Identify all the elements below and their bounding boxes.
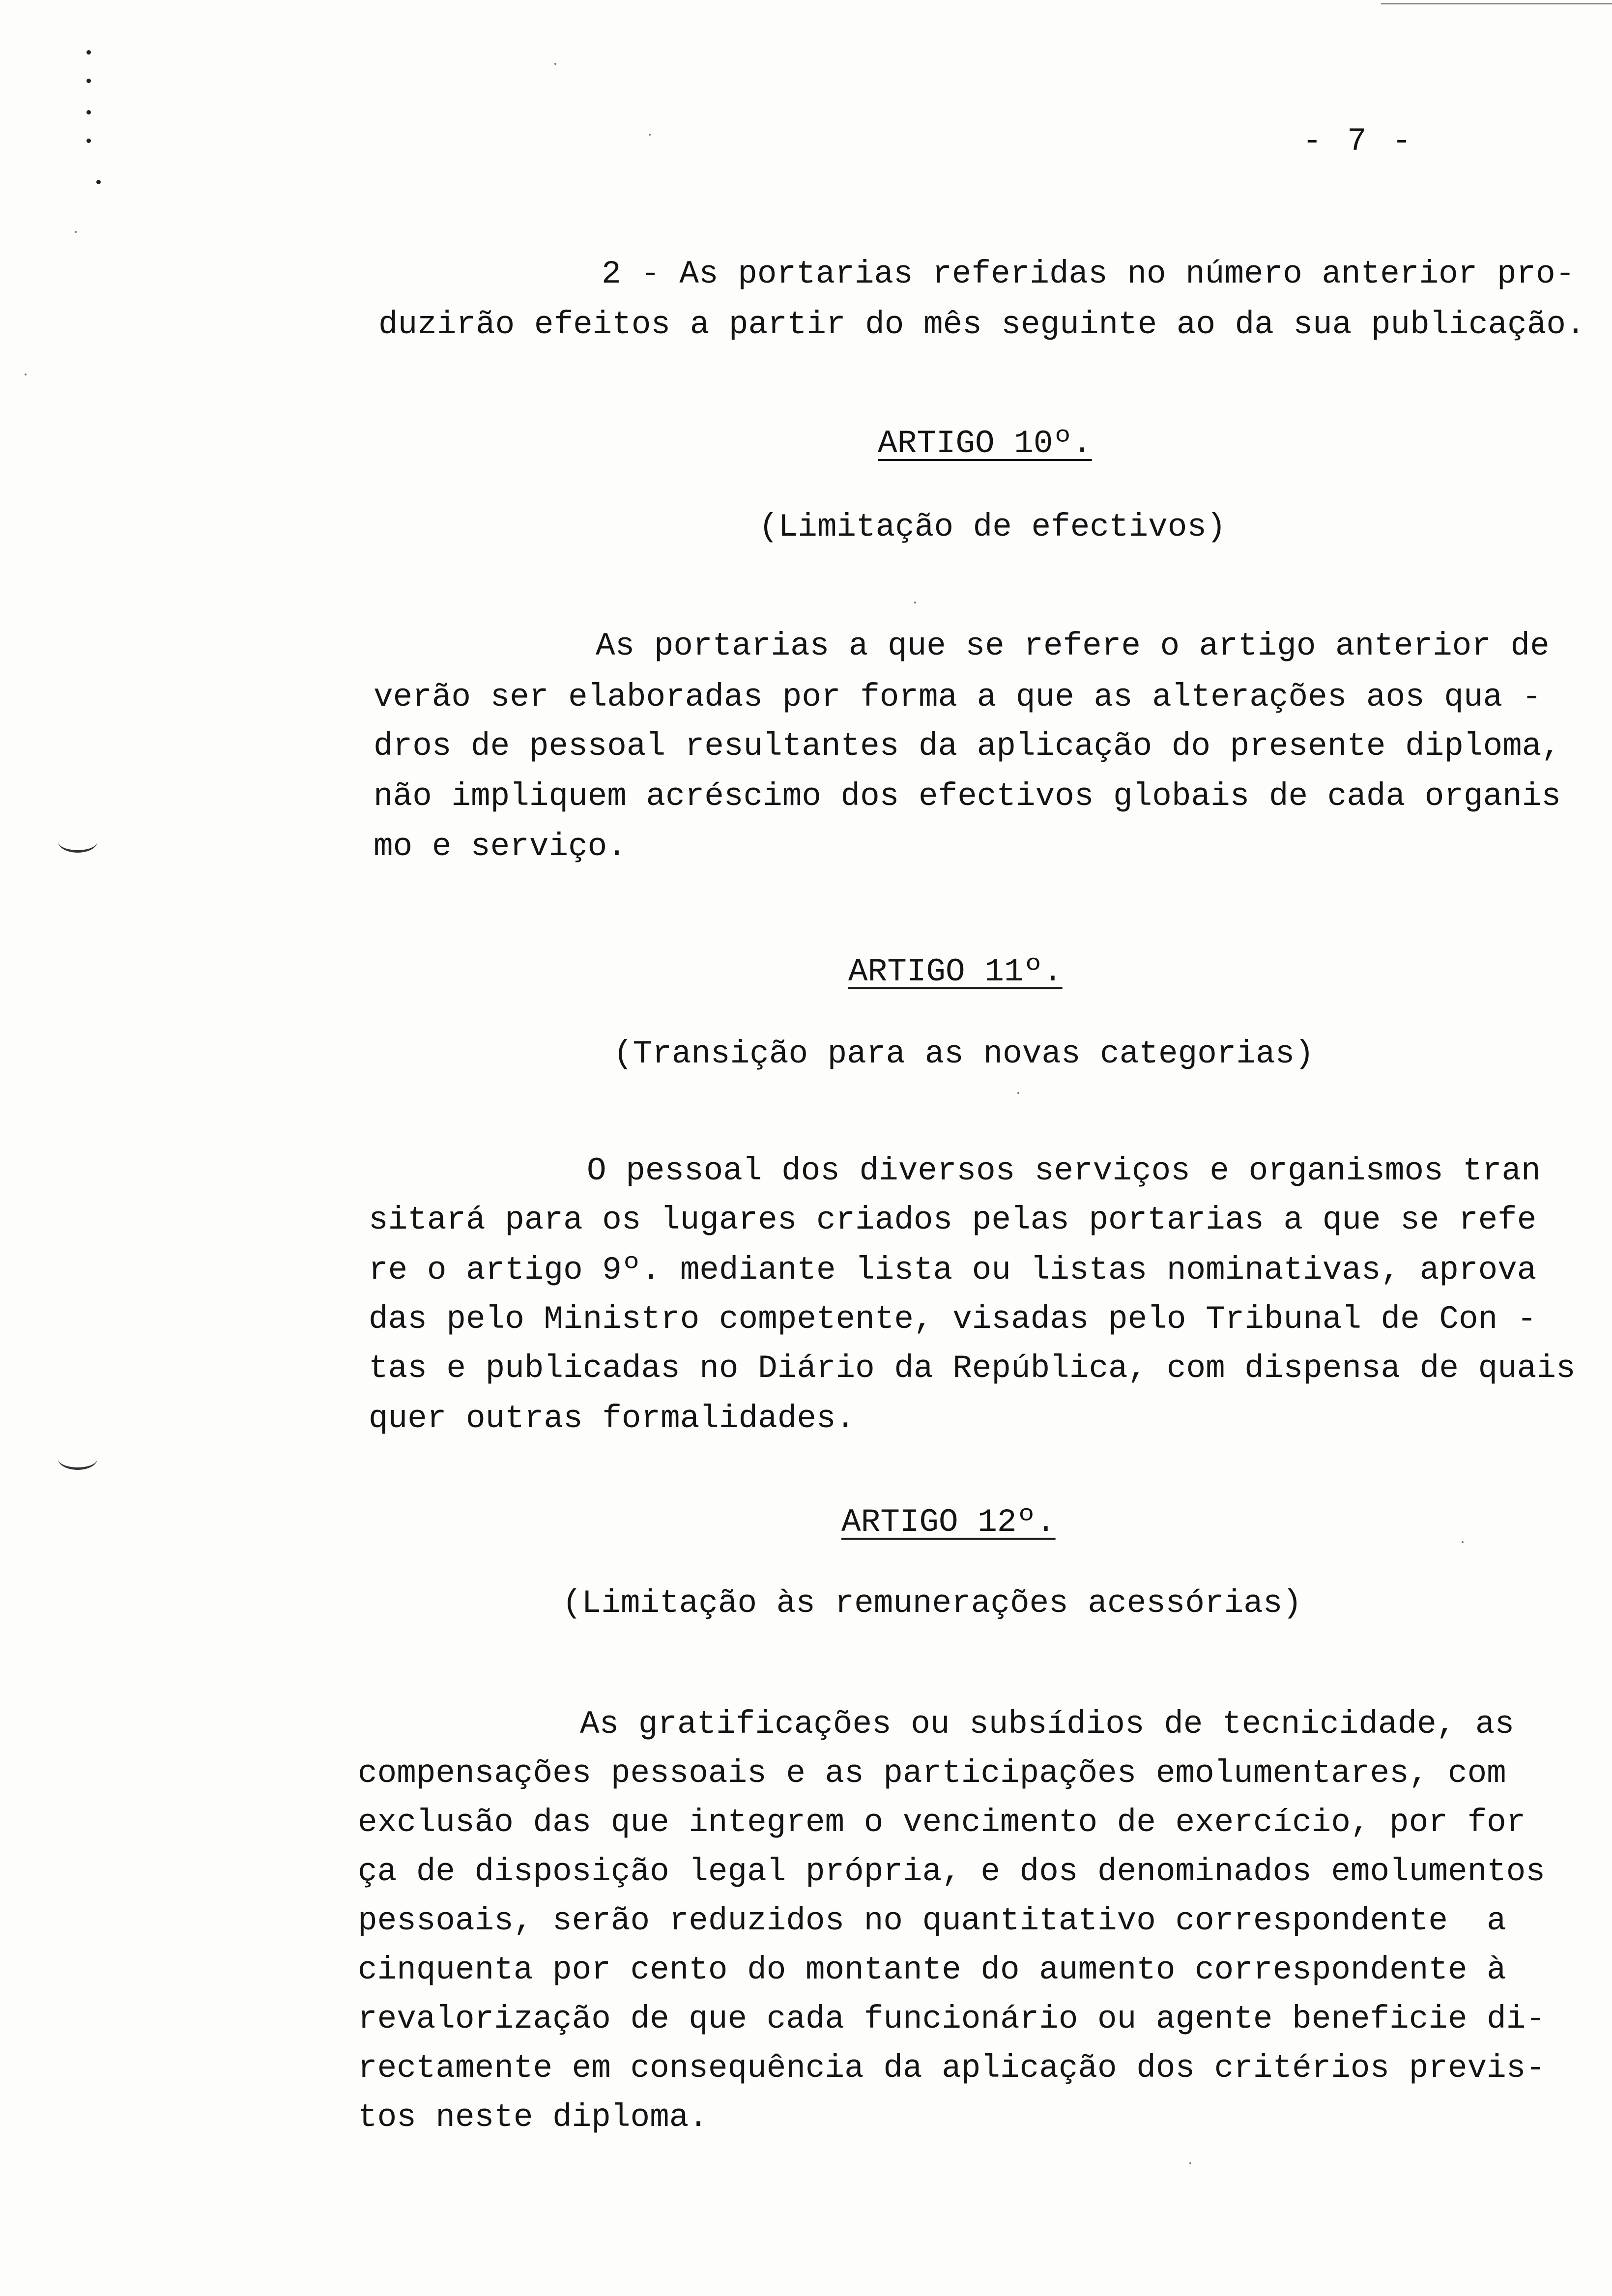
page-speck <box>914 602 916 603</box>
body-line: tos neste diploma. <box>358 2099 708 2136</box>
body-line: 2 - As portarias referidas no número anterior pro- <box>602 256 1575 292</box>
page-speck <box>1017 1092 1019 1094</box>
body-line: As portarias a que se refere o artigo anterior de <box>596 628 1550 664</box>
body-line: dros de pessoal resultantes da aplicação do presente diploma, <box>374 728 1561 765</box>
page-speck <box>649 134 651 136</box>
body-line: revalorização de que cada funcionário ou agente beneficie di- <box>358 2001 1545 2038</box>
body-line: mo e serviço. <box>374 828 627 865</box>
margin-speck <box>75 231 77 233</box>
body-line: re o artigo 9º. mediante lista ou listas nominativas, aprova <box>369 1252 1537 1289</box>
margin-mark <box>86 50 91 55</box>
margin-speck <box>25 373 27 375</box>
body-line: pessoais, serão reduzidos no quantitativo correspondente a <box>358 1902 1506 1939</box>
page-speck <box>1189 2162 1191 2164</box>
article-heading: ARTIGO 12º. <box>841 1504 1056 1541</box>
article-heading: ARTIGO 11º. <box>848 953 1063 990</box>
punch-hole-mark <box>58 1448 97 1470</box>
article-heading: ARTIGO 10º. <box>878 425 1092 462</box>
body-line: As gratificações ou subsídios de tecnicidade, as <box>580 1706 1515 1743</box>
body-line: não impliquem acréscimo dos efectivos globais de cada organis <box>374 778 1561 815</box>
body-line: das pelo Ministro competente, visadas pelo Tribunal de Con - <box>369 1301 1537 1338</box>
margin-mark <box>96 180 101 184</box>
article-subtitle: (Limitação de efectivos) <box>759 509 1226 545</box>
body-line: tas e publicadas no Diário da República, com dispensa de quais <box>369 1350 1576 1387</box>
body-line: duzirão efeitos a partir do mês seguinte ao da sua publicação. <box>378 306 1585 343</box>
article-subtitle: (Transição para as novas categorias) <box>613 1035 1314 1072</box>
page-number: - 7 - <box>1302 123 1415 160</box>
top-edge-rule <box>1381 3 1612 4</box>
margin-mark <box>86 110 91 115</box>
body-line: cinquenta por cento do montante do aumento correspondente à <box>358 1952 1506 1988</box>
body-line: ça de disposição legal própria, e dos denominados emolumentos <box>358 1853 1545 1890</box>
margin-mark <box>86 79 91 83</box>
article-subtitle: (Limitação às remunerações acessórias) <box>562 1585 1302 1622</box>
page-speck <box>554 63 556 65</box>
body-line: O pessoal dos diversos serviços e organismos tran <box>587 1152 1541 1189</box>
body-line: quer outras formalidades. <box>369 1400 856 1437</box>
body-line: rectamente em consequência da aplicação dos critérios previs- <box>358 2050 1545 2087</box>
margin-mark <box>86 139 91 143</box>
page-speck <box>1462 1541 1464 1543</box>
body-line: exclusão das que integrem o vencimento de exercício, por for <box>358 1804 1526 1841</box>
body-line: compensações pessoais e as participações emolumentares, com <box>358 1755 1506 1792</box>
body-line: verão ser elaboradas por forma a que as alterações aos qua - <box>374 679 1542 716</box>
punch-hole-mark <box>58 831 97 853</box>
body-line: sitará para os lugares criados pelas portarias a que se refe <box>369 1202 1537 1238</box>
